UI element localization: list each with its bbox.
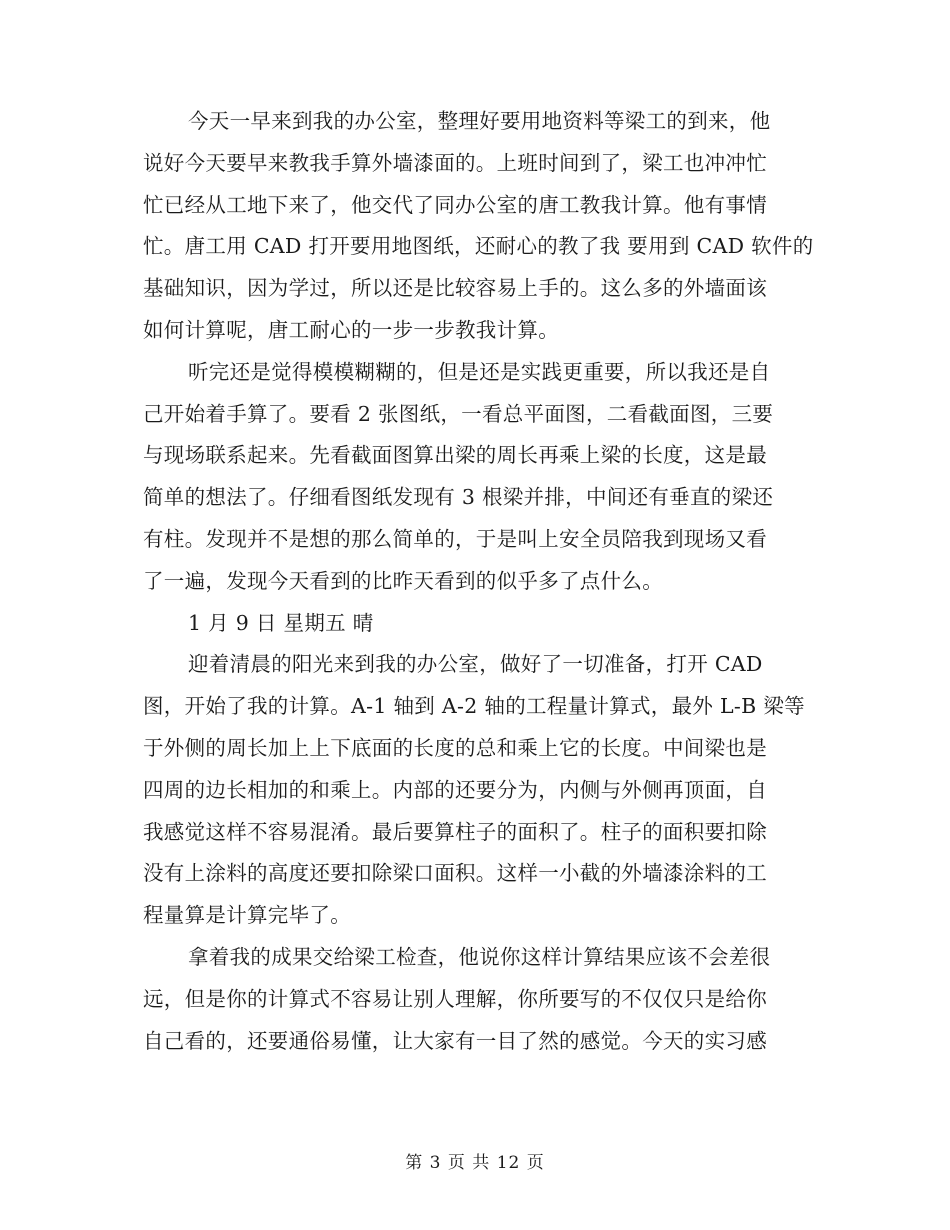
text-line: 如何计算呢，唐工耐心的一步一步教我计算。 (143, 317, 559, 342)
text-line: 远，但是你的计算式不容易让别人理解，你所要写的不仅仅只是给你 (143, 986, 767, 1011)
paragraph-4 (143, 937, 809, 1062)
date-heading (143, 603, 809, 645)
text-line: 没有上涂料的高度还要扣除梁口面积。这样一小截的外墙漆涂料的工 (143, 861, 767, 886)
date-line: 1 月 9 日 星期五 晴 (188, 610, 374, 635)
text-line: 程量算是计算完毕了。 (143, 903, 351, 928)
text-line: 忙已经从工地下来了，他交代了同办公室的唐工教我计算。他有事情 (143, 192, 767, 217)
text-line: 四周的边长相加的和乘上。内部的还要分为，内侧与外侧再顶面，自 (143, 777, 767, 802)
text-line: 己开始着手算了。要看 2 张图纸，一看总平面图，二看截面图，三要 (143, 401, 774, 426)
paragraph-2 (143, 352, 809, 603)
text-line: 自己看的，还要通俗易懂，让大家有一目了然的感觉。今天的实习感 (143, 1028, 767, 1053)
text-line: 听完还是觉得模模糊糊的，但是还是实践更重要，所以我还是自 (188, 359, 771, 384)
text-line: 与现场联系起来。先看截面图算出梁的周长再乘上梁的长度，这是最 (143, 443, 767, 468)
document-body (143, 101, 814, 1062)
text-line: 图，开始了我的计算。A-1 轴到 A-2 轴的工程量计算式，最外 L-B 梁等 (143, 694, 805, 719)
text-line: 拿着我的成果交给梁工检查，他说你这样计算结果应该不会差很 (188, 944, 771, 969)
text-line: 今天一早来到我的办公室，整理好要用地资料等梁工的到来，他 (188, 109, 771, 133)
text-line: 简单的想法了。仔细看图纸发现有 3 根梁并排，中间还有垂直的梁还 (143, 485, 774, 510)
text-line: 我感觉这样不容易混淆。最后要算柱子的面积了。柱子的面积要扣除 (143, 819, 767, 844)
text-line: 基础知识，因为学过，所以还是比较容易上手的。这么多的外墙面该 (143, 276, 767, 301)
paragraph-3 (143, 644, 809, 937)
page-number-label: 第 3 页 共 12 页 (405, 1153, 545, 1173)
text-line: 了一遍，发现今天看到的比昨天看到的似乎多了点什么。 (143, 568, 663, 593)
text-line: 说好今天要早来教我手算外墙漆面的。上班时间到了，梁工也冲冲忙 (143, 150, 767, 175)
text-line: 忙。唐工用 CAD 打开要用地图纸，还耐心的教了我 要用到 CAD 软件的 (143, 234, 814, 259)
text-line: 有柱。发现并不是想的那么简单的，于是叫上安全员陪我到现场又看 (143, 526, 767, 551)
paragraph-1 (143, 101, 814, 352)
page-footer (0, 1148, 950, 1173)
text-line: 迎着清晨的阳光来到我的办公室，做好了一切准备，打开 CAD (188, 652, 763, 677)
text-line: 于外侧的周长加上上下底面的长度的总和乘上它的长度。中间梁也是 (143, 735, 767, 760)
